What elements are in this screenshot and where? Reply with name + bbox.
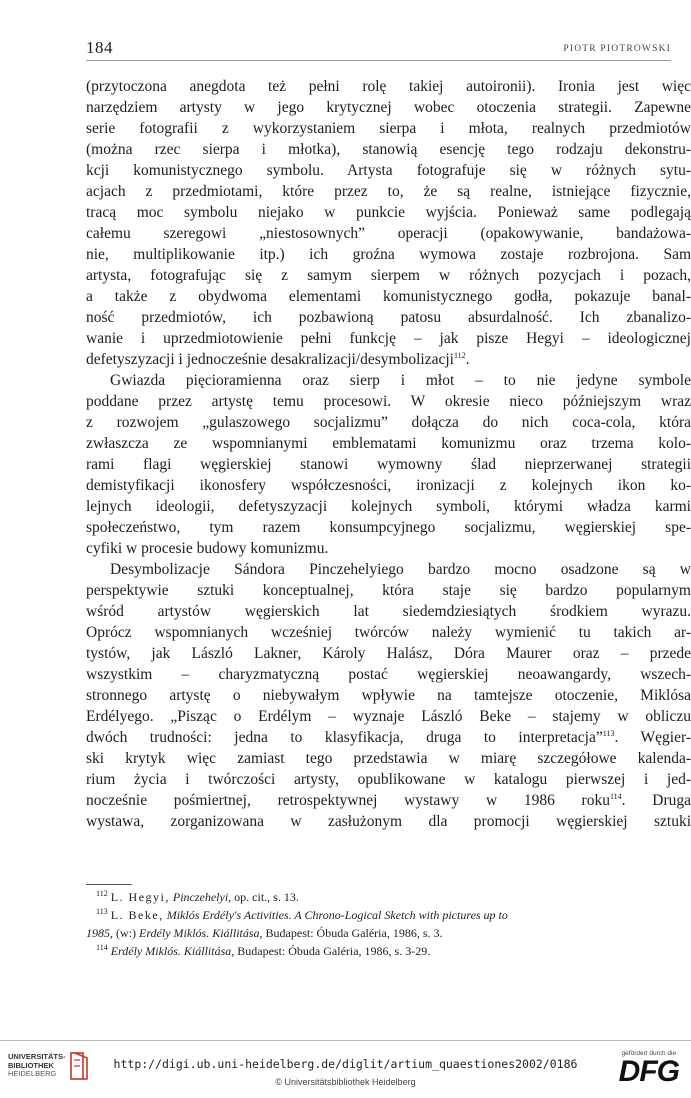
body-line-with-footnote (86, 790, 691, 811)
body-line: wystawa, zorganizowana w zasłużonym dla promocji węgierskiej sztuki (86, 813, 691, 830)
paragraph-start: Desymbolizacje Sándora Pinczehelyiego bardzo mocno osadzone są w (110, 561, 691, 578)
body-line: ność przedmiotów, ich pozbawioną patosu absurdalność. Ich zbanalizo- (86, 309, 691, 326)
body-line-text: defetyszyzacji i jednocześnie desakralizacji/desymbolizacji (86, 351, 454, 368)
body-line-with-footnote: defetyszyzacji i jednocześnie desakralizacji/desymbolizacji$^{112}$. (86, 350, 470, 368)
footer-divider (0, 1040, 691, 1041)
footnote-text: (w:) (116, 926, 136, 940)
footnote-author: L. Hegyi, (110, 890, 170, 904)
body-line: Oprócz wspomnianych wcześniej twórców należy wymienić tu takich ar- (86, 624, 691, 641)
footnote-catalog: Erdély Miklós. Kiállitása, (110, 944, 235, 958)
body-line: tracą moc symbolu niejako w punkcie wyjścia. Ponieważ same podlegają (86, 204, 691, 221)
body-line: wanie i uprzedmiotowienie pełni funkcję – jak pisze Hegyi – ideologicznej (86, 330, 691, 347)
funder-caption: gefördert durch die (621, 1050, 677, 1057)
body-line: rami flagi węgierskiej stanowi wymowny ślad nieprzerwanej strategii (86, 456, 691, 473)
footnote-divider (86, 884, 132, 885)
body-line-with-footnote (86, 727, 691, 748)
body-line-tail: . Druga (621, 792, 691, 809)
body-line: całemu szeregowi „niestosownych” operacji (opakowywanie, bandażowa- (86, 225, 691, 242)
page-number: 184 (86, 38, 113, 57)
footnote-text: Budapest: Óbuda Galéria, 1986, s. 3. (265, 926, 443, 940)
body-line: społeczeństwo, tym razem konsumpcyjnego socjalizmu, węgierskiej spe- (86, 519, 691, 536)
body-line: (przytoczona anegdota też pełni rolę takiej autoironii). Ironia jest więc (86, 78, 691, 95)
footnote-ref-112[interactable]: 112 (453, 350, 466, 360)
footnote-number: 113 (96, 907, 108, 916)
digital-library-url[interactable]: http://digi.ub.uni-heidelberg.de/diglit/artium_quaestiones2002/0186 (113, 1057, 578, 1071)
body-line: cyfiki w procesie budowy komunizmu. (86, 540, 329, 557)
footnote-number: 114 (96, 943, 108, 952)
footnote-author: L. Beke, (110, 908, 164, 922)
body-line: wszystkim – charyzmatyczną postać węgierskiej neoawangardy, wszech- (86, 666, 691, 683)
body-line: demistyfikacji ikonosfery współczesności, ironizacji z kolejnych ikon ko- (86, 477, 691, 494)
paragraph-start: Gwiazda pięcioramienna oraz sierp i młot – to nie jedyne symbole (110, 372, 691, 389)
body-line: narzędziem artysty w jego krytycznej wobec otoczenia strategii. Zapewne (86, 99, 691, 116)
body-line: acjach z przedmiotami, które przez to, że są realne, istniejące fizycznie, (86, 183, 691, 200)
body-line-tail: . Węgier- (614, 729, 691, 746)
footnote-text: op. cit., s. 13. (234, 890, 299, 904)
body-line: (można rzec sierpa i młotka), stanowią esencję tego rodzaju dekonstru- (86, 141, 691, 158)
body-line: zwłaszcza ze wspomnianymi emblematami komunizmu oraz trzema kolo- (86, 435, 691, 452)
footnote-113-cont (86, 924, 691, 942)
body-line: artysta, fotografując się z samym sierpem w różnych pozycjach i pozach, (86, 267, 691, 284)
header-divider (86, 60, 671, 61)
footnote-title: 1985, (86, 926, 113, 940)
library-name-line: BIBLIOTHEK (8, 1060, 54, 1070)
footnote-114 (86, 942, 691, 960)
footnote-112 (86, 888, 691, 906)
footnote-113 (86, 906, 691, 924)
footnote-text: Budapest: Óbuda Galéria, 1986, s. 3-29. (237, 944, 431, 958)
body-line-text: nocześnie pośmiertnej, retrospektywnej wystawy w 1986 roku (86, 792, 610, 809)
body-line: a także z obydwoma elementami komunistycznego godła, pokazuje banal- (86, 288, 691, 305)
body-line: z rozwojem „gulaszowego socjalizmu” dołącza do nich coca-cola, która (86, 414, 691, 431)
body-line: wśród artystów węgierskich lat siedemdziesiątych środkiem wyrazu. (86, 603, 691, 620)
body-line: tystów, jak László Lakner, Károly Halász, Dóra Maurer oraz – przede (86, 645, 691, 662)
footnote-title: Miklós Erdély's Activities. A Chrono-Logical Sketch with pictures up to (166, 908, 508, 922)
footnote-catalog: Erdély Miklós. Kiállitása, (139, 926, 263, 940)
funder-logo[interactable] (619, 1050, 679, 1087)
body-line: lejnych ideologii, defetyszyzacji kolejnych symboli, którymi władza karmi (86, 498, 691, 515)
running-head: PIOTR PIOTROWSKI (563, 44, 671, 54)
dfg-logo: DFG (618, 1055, 679, 1088)
body-text (86, 76, 691, 832)
body-line: serie fotografii z wykorzystaniem sierpa i młota, realnych przedmiotów (86, 120, 691, 137)
footnote-number: 112 (96, 889, 108, 898)
body-line: rium życia i twórczości artysty, opublikowane w katalogu pierwszej i jed- (86, 771, 691, 788)
footnotes (86, 888, 691, 960)
library-name-line: UNIVERSITÄTS- (8, 1052, 66, 1062)
footnote-ref-113[interactable]: 113 (602, 728, 615, 738)
body-line: Erdélyego. „Pisząc o Erdélym – wyznaje László Beke – stajemy w obliczu (86, 708, 691, 725)
body-line: kcji komunistycznego symbolu. Artysta fotografuje się w różnych sytu- (86, 162, 691, 179)
body-line: poddane przez artystę temu procesowi. W okresie nieco późniejszym wraz (86, 393, 691, 410)
body-line: nie, multiplikowanie itp.) ich groźna wymowa zostaje rozbrojona. Sam (86, 246, 691, 263)
footnote-title: Pinczehelyi, (172, 890, 232, 904)
library-name-line: HEIDELBERG (8, 1069, 57, 1079)
body-line: stronnego artystę o niebywałym wpływie na tamtejsze otoczenie, Miklósa (86, 687, 691, 704)
body-line-text: dwóch trudności: jedna to klasyfikacja, druga to interpretacja” (86, 729, 603, 746)
footnote-ref-114[interactable]: 114 (609, 791, 622, 801)
body-line: ski krytyk więc zamiast tego przedstawia w miarę szczegółowe kalenda- (86, 750, 691, 767)
copyright-notice: © Universitätsbibliothek Heidelberg (275, 1077, 416, 1087)
body-line: perspektywie sztuki konceptualnej, która staje się bardzo popularnym (86, 582, 691, 599)
